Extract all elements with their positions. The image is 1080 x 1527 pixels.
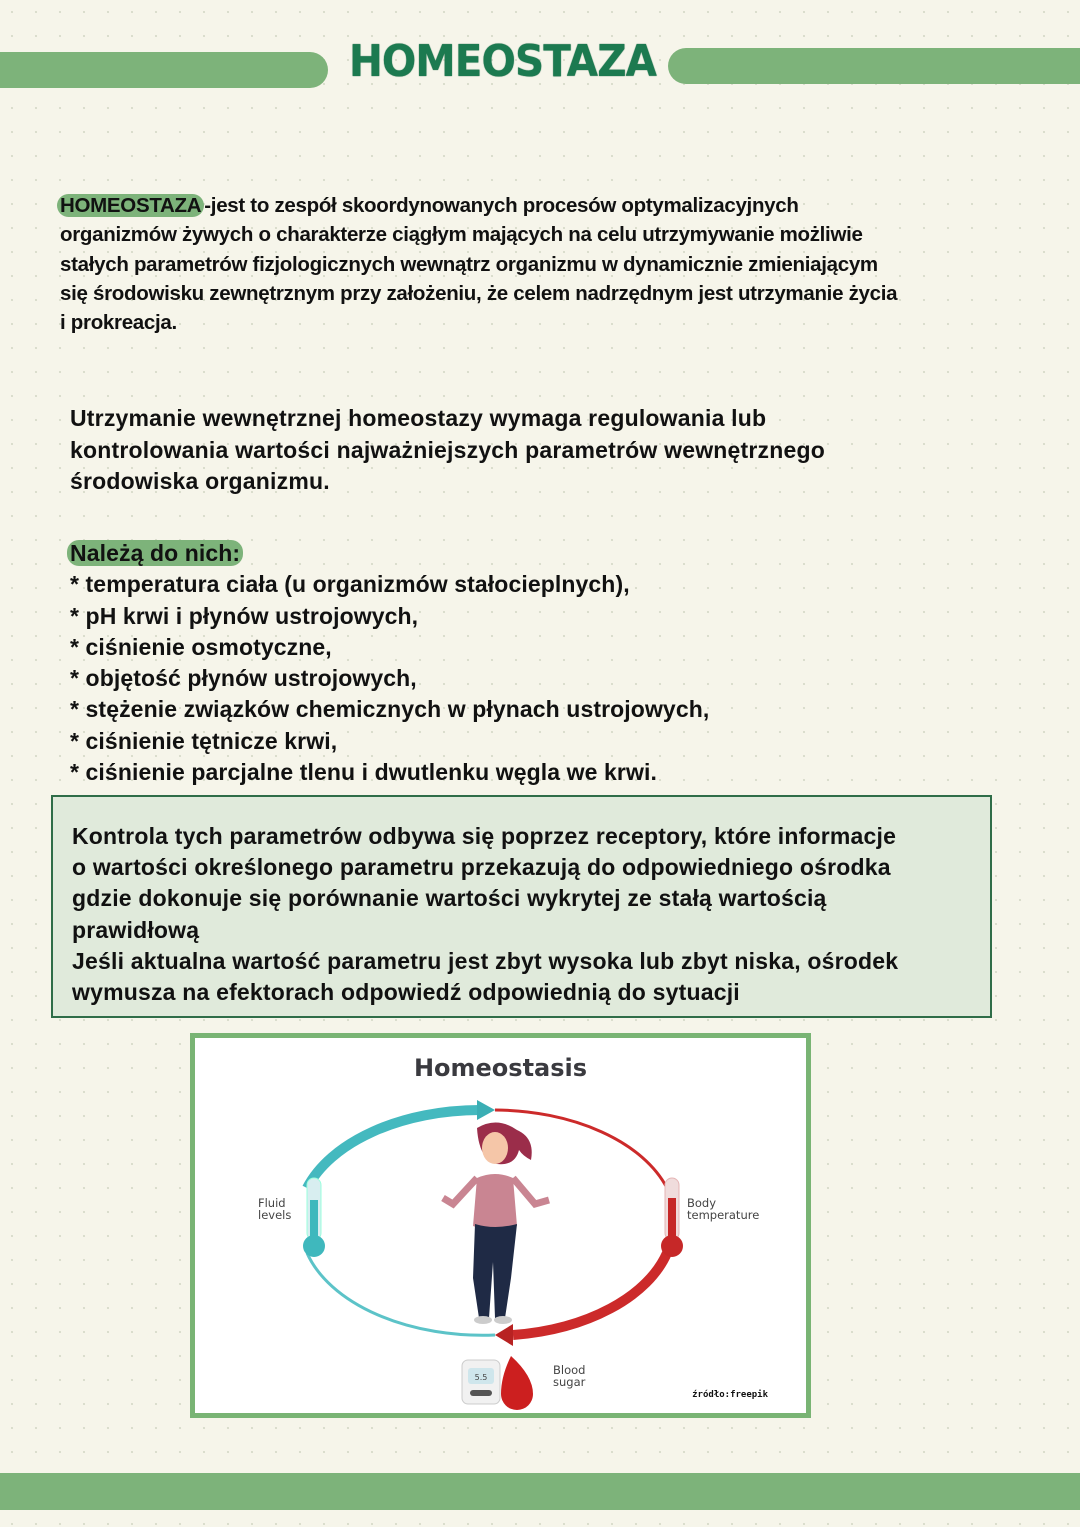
box-line: prawidłową <box>72 916 200 943</box>
woman-figure-icon <box>443 1122 549 1324</box>
red-arrow-arc <box>513 1253 667 1335</box>
homeostasis-diagram <box>190 1033 811 1418</box>
header-bar-right <box>668 48 1080 84</box>
glucose-meter-icon <box>462 1356 533 1410</box>
cycle-graphic <box>195 1038 806 1413</box>
diagram-title: Homeostasis <box>413 1054 588 1082</box>
temperature-thermometer-icon <box>661 1178 683 1257</box>
list-item: * ciśnienie osmotyczne, <box>70 633 332 660</box>
list-item: * temperatura ciała (u organizmów stałocieplnych), <box>70 571 630 598</box>
footer-bar <box>0 1473 1080 1510</box>
definition-line: -jest to zespół skoordynowanych procesów optymalizacyjnych <box>204 194 799 217</box>
box-line: gdzie dokonuje się porównanie wartości wykrytej ze stałą wartością <box>72 885 827 912</box>
definition-line: i prokreacja. <box>60 311 177 335</box>
body-temperature-label: Body temperature <box>687 1196 760 1222</box>
fluid-levels-label: Fluid levels <box>258 1196 292 1222</box>
parameters-list <box>70 538 709 788</box>
teal-arrow-arc <box>307 1110 480 1188</box>
definition-line: stałych parametrów fizjologicznych wewnątrz organizmu w dynamicznie zmieniającym <box>60 252 878 276</box>
definition-term: HOMEOSTAZA <box>57 194 204 217</box>
box-line: Jeśli aktualna wartość parametru jest zbyt wysoka lub zbyt niska, ośrodek <box>72 947 899 974</box>
header-bar-left <box>0 52 328 88</box>
box-line: wymusza na efektorach odpowiedź odpowiednią do sytuacji <box>72 979 740 1006</box>
definition-paragraph <box>60 191 897 337</box>
box-line: o wartości określonego parametru przekazują do odpowiedniego ośrodka <box>72 854 891 881</box>
fluid-thermometer-icon <box>303 1178 325 1257</box>
paragraph-line: Utrzymanie wewnętrznej homeostazy wymaga regulowania lub <box>70 405 767 431</box>
list-item: * ciśnienie tętnicze krwi, <box>70 727 338 754</box>
definition-line: organizmów żywych o charakterze ciągłym mających na celu utrzymywanie możliwie <box>60 223 863 247</box>
meter-value: 5.5 <box>474 1373 488 1382</box>
list-item: * objętość płynów ustrojowych, <box>70 665 417 692</box>
teal-arc-bottom <box>307 1253 495 1335</box>
control-info-box <box>51 795 992 1018</box>
list-heading: Należą do nich: <box>67 540 243 566</box>
definition-line: się środowisku zewnętrznym przy założeniu, że celem nadrzędnym jest utrzymanie życia <box>60 281 898 305</box>
paragraph-line: kontrolowania wartości najważniejszych parametrów wewnętrznego <box>70 436 825 463</box>
box-line: Kontrola tych parametrów odbywa się poprzez receptory, które informacje <box>72 823 897 849</box>
red-arrow-head <box>495 1324 513 1346</box>
teal-arrow-head <box>477 1100 495 1120</box>
list-item: * pH krwi i płynów ustrojowych, <box>70 602 419 629</box>
list-item: * ciśnienie parcjalne tlenu i dwutlenku węgla we krwi. <box>70 759 657 786</box>
regulation-paragraph <box>70 403 825 498</box>
page-title: HOMEOSTAZA <box>348 36 657 87</box>
paragraph-line: środowiska organizmu. <box>70 468 330 494</box>
blood-sugar-label: Blood sugar <box>553 1363 586 1389</box>
image-credit: źródło:freepik <box>692 1390 768 1400</box>
list-item: * stężenie związków chemicznych w płynach ustrojowych, <box>70 696 710 723</box>
